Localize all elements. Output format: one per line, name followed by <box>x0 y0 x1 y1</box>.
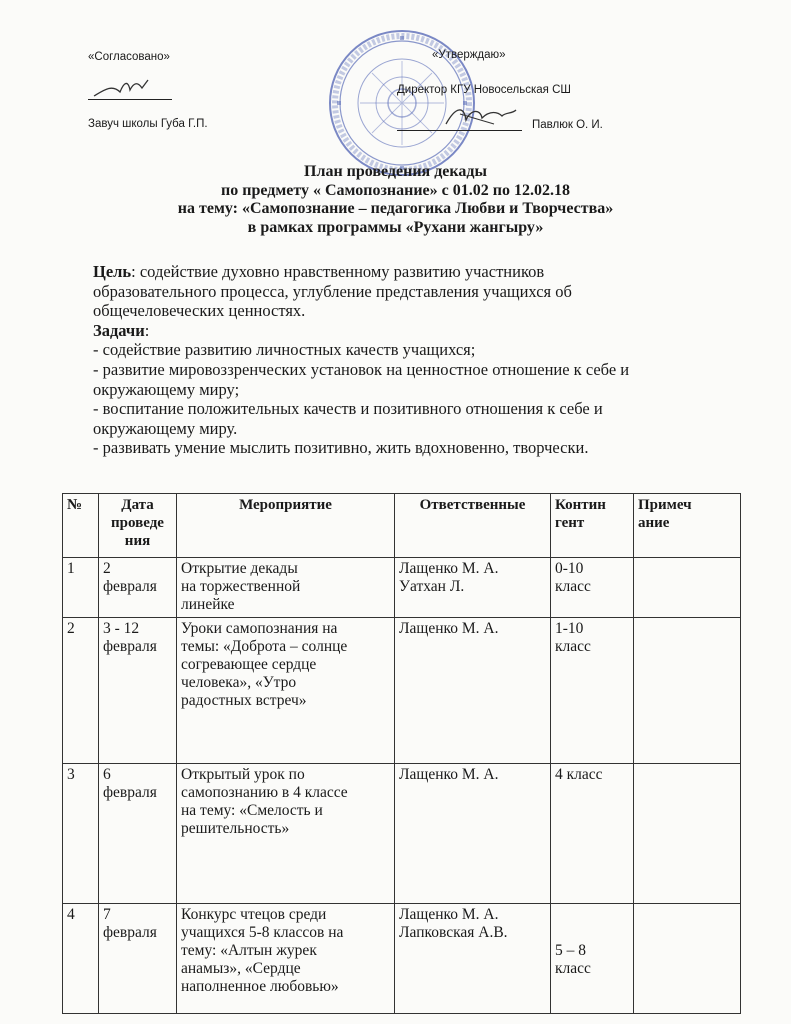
goal-text-1: : содействие духовно нравственному развитию участников <box>131 262 545 281</box>
cell-event: Открытие декады на торжественной линейке <box>177 558 395 618</box>
cell-responsible: Лащенко М. А. Лапковская А.В. <box>395 904 551 1014</box>
cell-number: 1 <box>63 558 99 618</box>
cell-note <box>634 558 741 618</box>
approval-left-person: Завуч школы Губа Г.П. <box>88 118 208 130</box>
title-line-1: План проведения декады <box>304 163 487 180</box>
task-item: - развитие мировоззренческих установок на ценностное отношение к себе и <box>93 359 630 379</box>
approval-right-label: «Утверждаю» <box>432 49 506 61</box>
cell-date: 3 - 12 февраля <box>99 618 177 764</box>
cell-contingent: 4 класс <box>551 764 634 904</box>
cell-contingent: 5 – 8 класс <box>551 904 634 1014</box>
header-responsible: Ответственные <box>395 494 551 558</box>
right-signature-line <box>397 130 522 131</box>
title-line-3: на тему: «Самопознание – педагогика Любви и Творчества» <box>177 200 614 217</box>
table-row <box>63 618 741 764</box>
cell-date: 6 февраля <box>99 764 177 904</box>
approval-right-position: Директор КГУ Новосельская СШ <box>397 84 571 96</box>
cell-event: Открытый урок по самопознанию в 4 классе на тему: «Смелость и решительность» <box>177 764 395 904</box>
cell-responsible: Лащенко М. А. <box>395 618 551 764</box>
table-row <box>63 764 741 904</box>
approval-right-person: Павлюк О. И. <box>532 119 603 131</box>
table-header-row <box>63 494 741 558</box>
right-signature <box>440 102 520 132</box>
goals-section <box>93 262 693 458</box>
cell-date: 2 февраля <box>99 558 177 618</box>
cell-responsible: Лащенко М. А. <box>395 764 551 904</box>
tasks-label: Задачи <box>93 320 145 340</box>
cell-contingent: 1-10 класс <box>551 618 634 764</box>
cell-note <box>634 764 741 904</box>
cell-date: 7 февраля <box>99 904 177 1014</box>
header-note: Примеч ание <box>634 494 741 558</box>
goal-text-2: образовательного процесса, углубление представления учащихся об <box>93 281 572 301</box>
cell-event: Конкурс чтецов среди учащихся 5-8 классов на тему: «Алтын журек анамыз», «Сердце наполненное любовью» <box>177 904 395 1014</box>
goal-label: Цель <box>93 262 132 281</box>
table-row <box>63 904 741 1014</box>
header-event: Мероприятие <box>177 494 395 558</box>
header-date: Дата проведе ния <box>99 494 177 558</box>
task-item: окружающему миру; <box>93 379 240 399</box>
task-item: - воспитание положительных качеств и позитивного отношения к себе и <box>93 399 603 419</box>
cell-responsible: Лащенко М. А. Уатхан Л. <box>395 558 551 618</box>
goal-text-3: общечеловеческих ценностях. <box>93 301 306 321</box>
plan-table <box>62 493 741 1014</box>
document-title <box>0 163 791 237</box>
table-row <box>63 558 741 618</box>
approval-left-label: «Согласовано» <box>88 51 170 63</box>
left-signature-line <box>88 99 172 100</box>
header-contingent: Контин гент <box>551 494 634 558</box>
cell-event: Уроки самопознания на темы: «Доброта – солнце согревающее сердце человека», «Утро радостных встреч» <box>177 618 395 764</box>
cell-note <box>634 904 741 1014</box>
cell-contingent: 0-10 класс <box>551 558 634 618</box>
cell-note <box>634 618 741 764</box>
tasks-heading: Задачи: <box>93 320 150 340</box>
task-item: окружающему миру. <box>93 418 238 438</box>
title-line-2: по предмету « Самопознание» с 01.02 по 12.02.18 <box>221 181 570 199</box>
task-item: - развивать умение мыслить позитивно, жить вдохновенно, творчески. <box>93 438 589 458</box>
task-item: - содействие развитию личностных качеств учащихся; <box>93 340 476 360</box>
header-number: № <box>63 494 99 558</box>
goal-paragraph <box>93 262 693 282</box>
cell-number: 4 <box>63 904 99 1014</box>
cell-number: 2 <box>63 618 99 764</box>
title-line-4: в рамках программы «Рухани жангыру» <box>247 218 544 236</box>
cell-number: 3 <box>63 764 99 904</box>
